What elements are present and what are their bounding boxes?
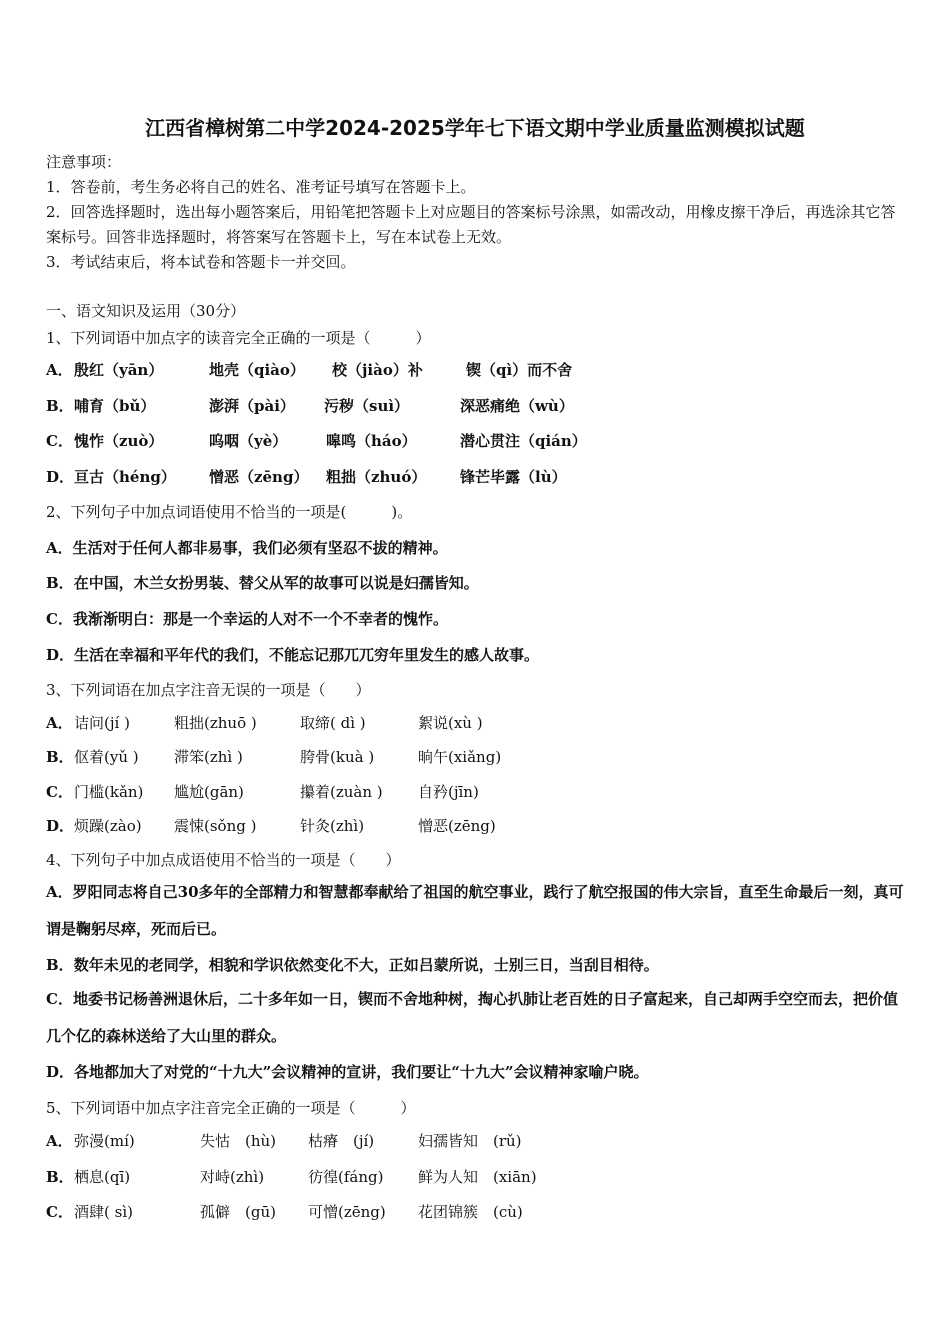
- option-cell: 滞笨(zhì ): [174, 748, 243, 766]
- option-label: B．: [46, 956, 74, 974]
- option-label: C．: [46, 1203, 73, 1221]
- option-label: D．: [46, 1063, 75, 1081]
- notice-item: 1．答卷前，考生务必将自己的姓名、准考证号填写在答题卡上。: [46, 178, 476, 196]
- option-cell: 对峙(zhì): [200, 1168, 265, 1186]
- option-label: B．: [46, 574, 74, 592]
- question-5-stem: 5、下列词语中加点字注音完全正确的一项是（ ）: [46, 1099, 416, 1117]
- option-label: C．: [46, 783, 73, 801]
- option-cell: 酒肆( sì): [74, 1203, 133, 1221]
- option-label: C．: [46, 610, 73, 628]
- question-3-stem: 3、下列词语在加点字注音无误的一项是（ ）: [46, 681, 371, 699]
- option-cell: 取缔( dì ): [300, 714, 366, 732]
- option-cell: 震悚(sǒng ): [174, 817, 257, 835]
- notice-heading: 注意事项：: [46, 153, 122, 171]
- q2-option-d: [46, 644, 906, 665]
- option-cell: 絮说(xù ): [418, 714, 483, 732]
- page-title: 江西省樟树第二中学2024-2025学年七下语文期中学业质量监测模拟试题: [145, 116, 805, 140]
- option-cell: 亘古（héng）: [74, 468, 176, 486]
- option-cell: 粗拙(zhuō ): [174, 714, 257, 732]
- option-cell: 可憎(zēng): [308, 1203, 386, 1221]
- option-label: A．: [46, 1132, 73, 1150]
- notice-item: 2．回答选择题时，选出每小题答案后，用铅笔把答题卡上对应题目的答案标号涂黑，如需改动，用橡皮擦干净后，再选涂其它答案标号。回答非选择题时，将答案写在答题卡上，写在本试卷上无效。: [46, 203, 896, 246]
- option-cell: 锋芒毕露（lù）: [460, 468, 567, 486]
- option-cell: 锲（qì）而不舍: [466, 361, 573, 379]
- option-text: 生活对于任何人都非易事，我们必须有坚忍不拔的精神。: [72, 539, 448, 557]
- option-label: A．: [46, 714, 73, 732]
- option-cell: 失怙 (hù): [200, 1132, 277, 1150]
- option-label: B．: [46, 748, 74, 766]
- option-cell: 枯瘠 (jí): [308, 1132, 375, 1150]
- option-label: C．: [46, 990, 73, 1008]
- option-cell: 鲜为人知 (xiān): [418, 1168, 537, 1186]
- option-cell: 胯骨(kuà ): [300, 748, 375, 766]
- notice-block: [46, 150, 906, 275]
- option-text: 在中国，木兰女扮男装、替父从军的故事可以说是妇孺皆知。: [73, 574, 479, 592]
- option-cell: 孤僻 (gū): [200, 1203, 276, 1221]
- q4-option-b: [46, 954, 906, 975]
- option-cell: 彷徨(fáng): [308, 1168, 384, 1186]
- option-cell: 殷红（yān）: [74, 361, 164, 379]
- option-text: 数年未见的老同学，相貌和学识依然变化不大，正如吕蒙所说，士别三日，当刮目相待。: [73, 956, 659, 974]
- option-cell: 呜咽（yè）: [209, 432, 288, 450]
- option-text: 地委书记杨善洲退休后，二十多年如一日，锲而不舍地种树，掏心扒肺让老百姓的日子富起来，自己却两手空空而去，把价值几个亿的森林送给了大山里的群众。: [46, 990, 898, 1045]
- option-cell: 污秽（suì）: [324, 397, 410, 415]
- option-label: D．: [46, 468, 75, 486]
- question-1-stem: 1、下列词语中加点字的读音完全正确的一项是（ ）: [46, 329, 431, 347]
- option-cell: 自矜(jīn): [418, 783, 479, 801]
- option-cell: 愧怍（zuò）: [74, 432, 164, 450]
- q2-option-a: [46, 537, 906, 558]
- section-heading: 一、语文知识及运用（30分）: [46, 302, 246, 320]
- notice-item: 3．考试结束后，将本试卷和答题卡一并交回。: [46, 253, 356, 271]
- q4-option-c: [46, 981, 906, 1055]
- option-cell: 针灸(zhì): [300, 817, 365, 835]
- option-label: D．: [46, 817, 75, 835]
- option-label: C．: [46, 432, 73, 450]
- option-text: 我渐渐明白：那是一个幸运的人对不一个不幸者的愧怍。: [72, 610, 448, 628]
- option-cell: 栖息(qī): [74, 1168, 131, 1186]
- option-cell: 地壳（qiào）: [209, 361, 305, 379]
- option-label: A．: [46, 361, 73, 379]
- option-cell: 妇孺皆知 (rǔ): [418, 1132, 522, 1150]
- option-cell: 潜心贯注（qián）: [460, 432, 587, 450]
- option-text: 生活在幸福和平年代的我们，不能忘记那兀兀穷年里发生的感人故事。: [74, 646, 540, 664]
- option-text: 各地都加大了对党的“十九大”会议精神的宣讲，我们要让“十九大”会议精神家喻户晓。: [74, 1063, 649, 1081]
- option-cell: 哺育（bǔ）: [74, 397, 156, 415]
- question-2-stem: 2、下列句子中加点词语使用不恰当的一项是( )。: [46, 503, 413, 521]
- option-cell: 烦躁(zào): [74, 817, 142, 835]
- option-cell: 嗥鸣（háo）: [326, 432, 417, 450]
- option-cell: 花团锦簇 (cù): [418, 1203, 523, 1221]
- option-cell: 弥漫(mí): [74, 1132, 135, 1150]
- option-cell: 晌午(xiǎng): [418, 748, 502, 766]
- option-label: D．: [46, 646, 75, 664]
- option-cell: 门槛(kǎn): [74, 783, 144, 801]
- option-label: A．: [46, 539, 73, 557]
- q4-option-d: [46, 1061, 906, 1082]
- option-label: B．: [46, 397, 74, 415]
- option-cell: 诘问(jí ): [74, 714, 130, 732]
- option-cell: 伛着(yǔ ): [74, 748, 139, 766]
- option-cell: 澎湃（pài）: [209, 397, 295, 415]
- q2-option-c: [46, 608, 906, 629]
- q2-option-b: [46, 572, 906, 593]
- option-cell: 憎恶（zēng）: [209, 468, 309, 486]
- option-label: A．: [46, 883, 73, 901]
- q4-option-a: [46, 874, 906, 948]
- option-cell: 尴尬(gān): [174, 783, 244, 801]
- question-4-stem: 4、下列句子中加点成语使用不恰当的一项是（ ）: [46, 851, 401, 869]
- option-cell: 校（jiào）补: [332, 361, 423, 379]
- option-cell: 深恶痛绝（wù）: [460, 397, 574, 415]
- option-text: 罗阳同志将自己30多年的全部精力和智慧都奉献给了祖国的航空事业，践行了航空报国的伟大宗旨，直至生命最后一刻，真可谓是鞠躬尽瘁，死而后已。: [46, 883, 904, 938]
- option-cell: 粗拙（zhuó）: [326, 468, 427, 486]
- option-cell: 憎恶(zēng): [418, 817, 496, 835]
- option-label: B．: [46, 1168, 74, 1186]
- option-cell: 攥着(zuàn ): [300, 783, 383, 801]
